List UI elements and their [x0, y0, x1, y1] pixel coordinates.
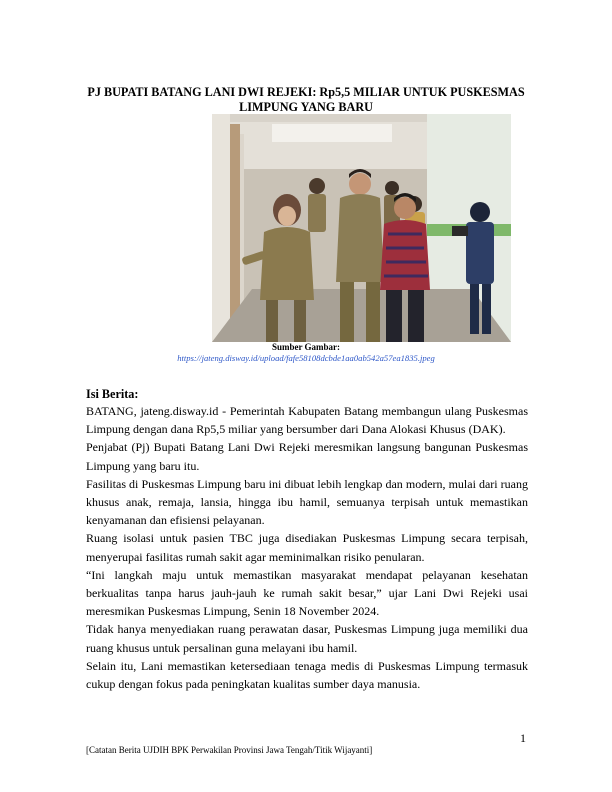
article-paragraph: Tidak hanya menyediakan ruang perawatan dasar, Puskesmas Limpung juga memiliki dua ruang khusus untuk persalinan guna melayani ibu hamil. — [86, 622, 528, 655]
article-body — [86, 402, 528, 693]
article-paragraph: Ruang isolasi untuk pasien TBC juga disediakan Puskesmas Limpung secara terpisah, menyerupai fasilitas rumah sakit agar meminimalkan risiko penularan. — [86, 531, 528, 564]
article-paragraph: “Ini langkah maju untuk memastikan masyarakat mendapat pelayanan kesehatan berkualitas tanpa harus jauh-jauh ke rumah sakit besar,” ujar Lani Dwi Rejeki usai meresmikan Puskesmas Limpung, Senin 18 November 2024. — [86, 567, 528, 619]
page-footer: [Catatan Berita UJDIH BPK Perwakilan Provinsi Jawa Tengah/Titik Wijayanti] — [86, 745, 373, 755]
article-paragraph: Fasilitas di Puskesmas Limpung baru ini dibuat lebih lengkap dan modern, mulai dari ruang khusus anak, remaja, lansia, hingga ibu hamil, semuanya terpisah untuk memastikan kenyamanan dan efisiensi pelayanan. — [86, 476, 528, 528]
page-title: PJ BUPATI BATANG LANI DWI REJEKI: Rp5,5 MILIAR UNTUK PUSKESMAS LIMPUNG YANG BARU — [87, 85, 525, 114]
article-paragraph: Selain itu, Lani memastikan ketersediaan tenaga medis di Puskesmas Limpung termasuk cukup dengan fokus pada peningkatan kualitas sumber daya manusia. — [86, 658, 528, 692]
image-caption-label: Sumber Gambar: — [271, 342, 341, 352]
page-number: 1 — [520, 731, 526, 745]
article-paragraph: Penjabat (Pj) Bupati Batang Lani Dwi Rejeki meresmikan langsung bangunan Puskesmas Limpung yang baru itu. — [86, 440, 528, 473]
news-photo — [212, 114, 511, 342]
section-heading: Isi Berita: — [86, 387, 139, 401]
image-source-link[interactable]: https://jateng.disway.id/upload/fafe58108dcbde1aa0ab542a57ea1835.jpeg — [177, 353, 435, 363]
article-paragraph: BATANG, jateng.disway.id - Pemerintah Kabupaten Batang membangun ulang Puskesmas Limpung dengan dana Rp5,5 miliar yang bersumber dari Dana Alokasi Khusus (DAK). — [86, 404, 528, 437]
news-photo-illustration — [212, 114, 511, 342]
